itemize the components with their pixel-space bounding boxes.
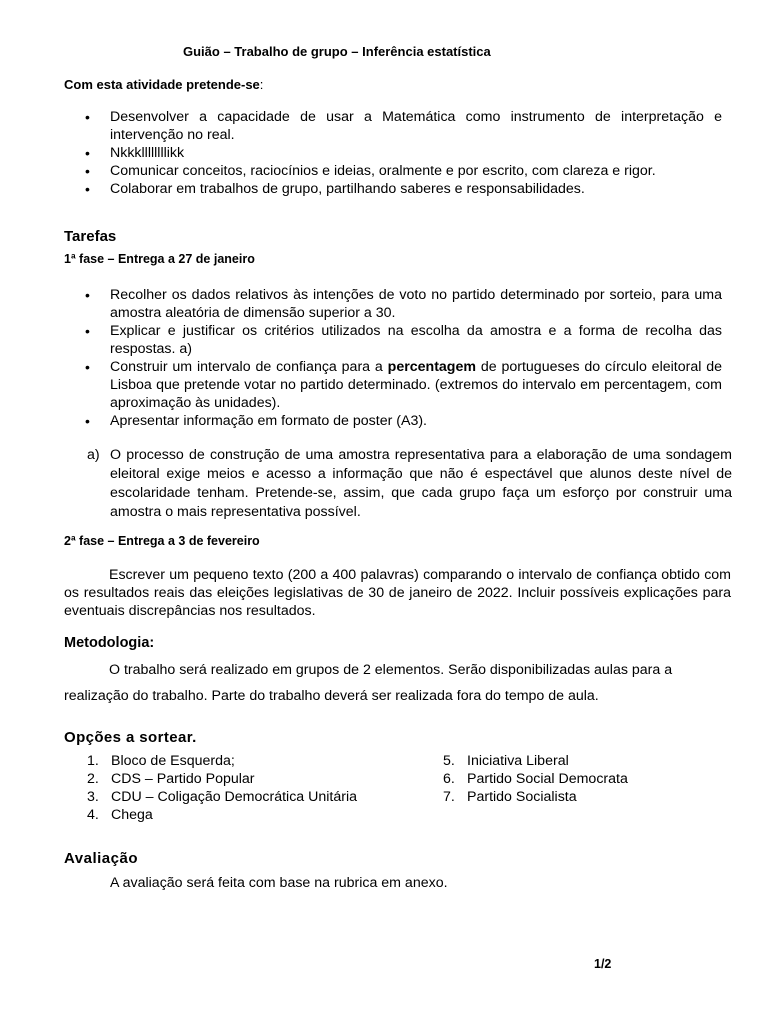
footnote-a (87, 446, 732, 522)
option-label: Partido Socialista (467, 789, 577, 805)
task-text: de portugueses do círculo eleitoral de Lisboa que pretende votar no partido determinado. (extremos do intervalo em percentagem, com aproximação às unidades). (110, 359, 723, 411)
avaliacao-heading: Avaliação (64, 850, 138, 867)
option-number: 3. (87, 789, 99, 805)
option-number: 1. (87, 753, 99, 769)
phase1-heading: 1ª fase – Entrega a 27 de janeiro (64, 252, 255, 266)
option-label: Chega (111, 807, 153, 823)
option-item (443, 752, 628, 770)
objective-item: • Nkkkllllllllikk (0, 144, 722, 162)
option-label: Bloco de Esquerda; (111, 753, 235, 769)
objective-item: • Colaborar em trabalhos de grupo, partilhando saberes e responsabilidades. (0, 180, 722, 198)
objective-item: • Desenvolver a capacidade de usar a Matemática como instrumento de interpretação e intervenção no real. (0, 108, 722, 144)
intro-colon: : (259, 77, 264, 92)
option-item (443, 788, 628, 806)
option-item (87, 752, 357, 770)
option-label: Iniciativa Liberal (467, 753, 569, 769)
opcoes-heading: Opções a sortear. (64, 729, 197, 746)
option-item (443, 770, 628, 788)
option-label: CDU – Coligação Democrática Unitária (111, 789, 358, 805)
phase1-task-list (0, 286, 768, 430)
option-item (87, 806, 357, 824)
options-list-right (443, 752, 628, 806)
option-number: 7. (443, 789, 455, 805)
objectives-list (0, 108, 768, 198)
option-number: 6. (443, 771, 455, 787)
option-item (87, 788, 357, 806)
option-number: 2. (87, 771, 99, 787)
intro-label (64, 77, 263, 92)
task-item: • Recolher os dados relativos às intenções de voto no partido determinado por sorteio, para uma amostra aleatória de dimensão superior a 30. (0, 286, 722, 322)
option-number: 5. (443, 753, 455, 769)
task-item (0, 358, 722, 412)
option-item (87, 770, 357, 788)
intro-label-text: Com esta atividade pretende-se (64, 77, 260, 92)
page-number: 1/2 (594, 957, 612, 971)
phase2-heading: 2ª fase – Entrega a 3 de fevereiro (64, 534, 260, 548)
option-label: CDS – Partido Popular (111, 771, 255, 787)
objective-item: • Comunicar conceitos, raciocínios e ideias, oralmente e por escrito, com clareza e rigor. (0, 162, 722, 180)
task-emphasis: percentagem (387, 359, 476, 375)
tarefas-heading: Tarefas (64, 228, 117, 245)
avaliacao-text: A avaliação será feita com base na rubrica em anexo. (110, 875, 448, 891)
footnote-text: O processo de construção de uma amostra representativa para a elaboração de uma sondagem eleitoral exige meios e acesso a informação que não é espectável que alunos deste nível de escolaridade tenham. Pretende-se, assim, que cada grupo faça um esforço por construir uma amostra o mais representativa possível. (110, 447, 732, 520)
document-title: Guião – Trabalho de grupo – Inferência estatística (183, 44, 491, 59)
option-label: Partido Social Democrata (467, 771, 628, 787)
phase2-text: Escrever um pequeno texto (200 a 400 palavras) comparando o intervalo de confiança obtido com os resultados reais das eleições legislativas de 30 de janeiro de 2022. Incluir possíveis explicações para eventuais discrepâncias nos resultados. (64, 567, 731, 619)
footnote-label: a) (87, 447, 100, 463)
options-list-left (87, 752, 357, 824)
task-text: Construir um intervalo de confiança para a (110, 359, 388, 375)
task-item: • Apresentar informação em formato de poster (A3). (0, 412, 722, 430)
metodologia-heading: Metodologia: (64, 635, 155, 651)
metodologia-text: O trabalho será realizado em grupos de 2 elementos. Serão disponibilizadas aulas para a realização do trabalho. Parte do trabalho deverá ser realizada fora do tempo de aula. (64, 662, 673, 704)
task-item: • Explicar e justificar os critérios utilizados na escolha da amostra e a forma de recolha das respostas. a) (0, 322, 722, 358)
option-number: 4. (87, 807, 99, 823)
